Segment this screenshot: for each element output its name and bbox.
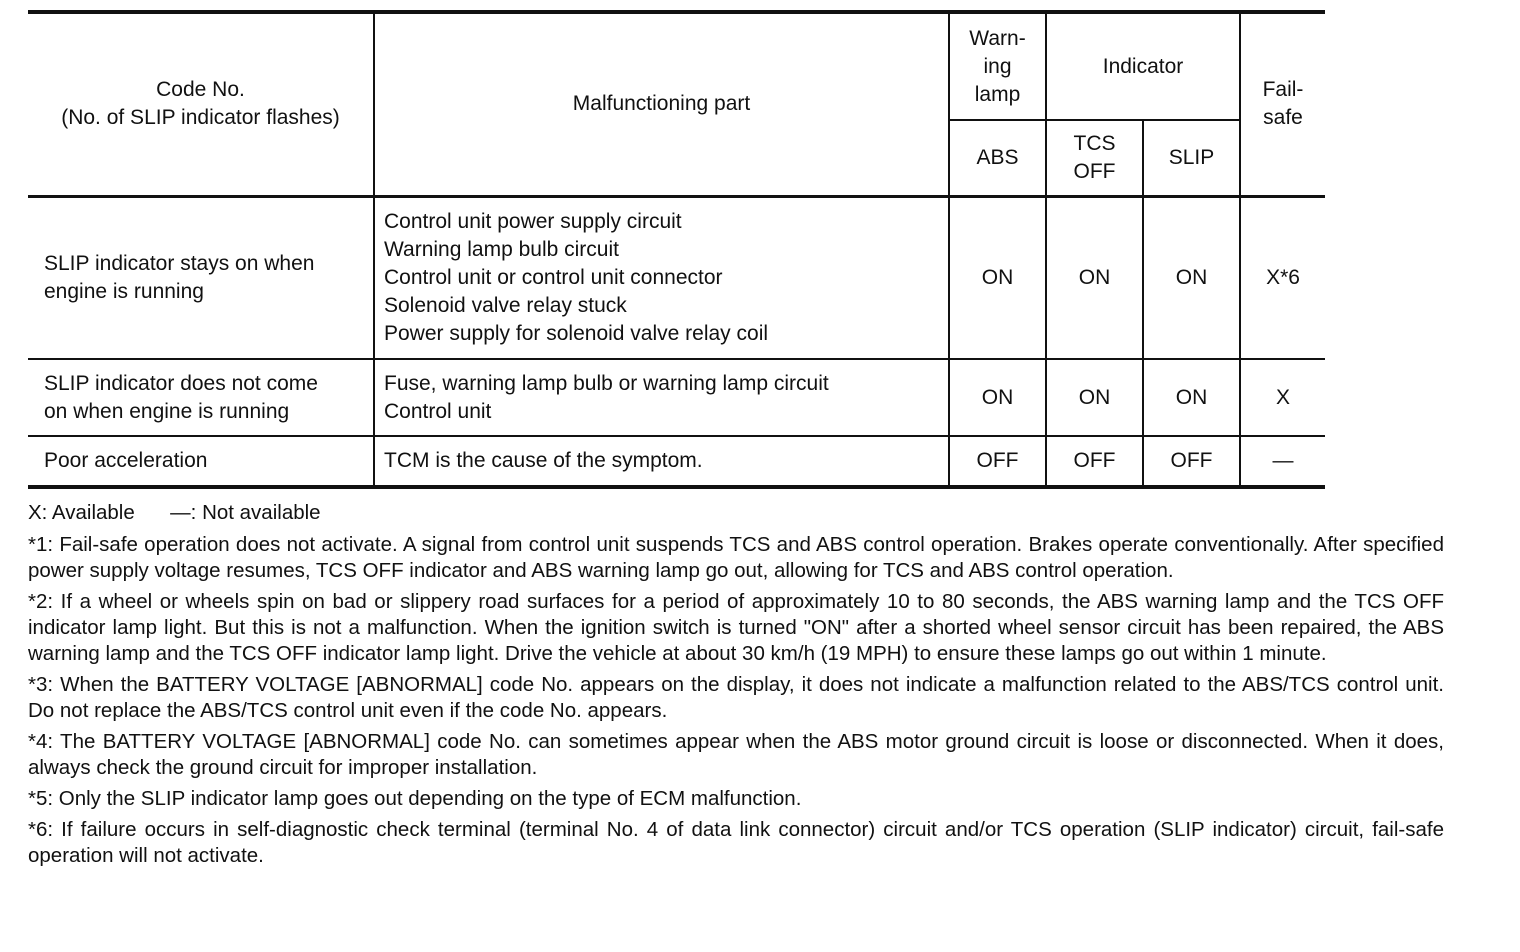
- legend: [28, 500, 1444, 528]
- table-row: [28, 436, 1325, 487]
- code-cell: Poor acceleration: [28, 436, 374, 487]
- slip-cell: OFF: [1143, 436, 1240, 487]
- header-indicator: Indicator: [1046, 12, 1240, 120]
- code-cell: SLIP indicator does not come on when engine is running: [28, 359, 374, 436]
- tcs-off-cell: ON: [1046, 196, 1143, 359]
- abs-cell: ON: [949, 359, 1046, 436]
- legend-available: X: Available: [28, 501, 135, 524]
- part-cell: Control unit power supply circuit Warning lamp bulb circuit Control unit or control unit connector Solenoid valve relay stuck Power supply for solenoid valve relay coil: [374, 196, 949, 359]
- tcs-off-cell: OFF: [1046, 436, 1143, 487]
- header-malfunctioning-part: Malfunctioning part: [374, 12, 949, 196]
- slip-cell: ON: [1143, 196, 1240, 359]
- table-header-row-1: [28, 12, 1325, 120]
- footnote-3: *3: When the BATTERY VOLTAGE [ABNORMAL] code No. appears on the display, it does not indicate a malfunction related to the ABS/TCS control unit. Do not replace the ABS/TCS control unit even if the code No. appears.: [28, 673, 1444, 722]
- fail-safe-cell: —: [1240, 436, 1325, 487]
- abs-cell: OFF: [949, 436, 1046, 487]
- footnote-6: *6: If failure occurs in self-diagnostic check terminal (terminal No. 4 of data link connector) circuit and/or TCS operation (SLIP indicator) circuit, fail-safe operation will not activate.: [28, 818, 1444, 867]
- header-tcs-off: TCS OFF: [1046, 120, 1143, 196]
- footnotes: [28, 500, 1444, 874]
- header-abs: ABS: [949, 120, 1046, 196]
- part-cell: TCM is the cause of the symptom.: [374, 436, 949, 487]
- diagnostic-table: [28, 10, 1325, 489]
- header-fail-safe: Fail- safe: [1240, 12, 1325, 196]
- header-slip: SLIP: [1143, 120, 1240, 196]
- fail-safe-cell: X*6: [1240, 196, 1325, 359]
- code-cell: SLIP indicator stays on when engine is running: [28, 196, 374, 359]
- tcs-off-cell: ON: [1046, 359, 1143, 436]
- footnote-2: *2: If a wheel or wheels spin on bad or slippery road surfaces for a period of approximately 10 to 80 seconds, the ABS warning lamp and the TCS OFF indicator lamp light. But this is not a malfunction. When the ignition switch is turned "ON" after a shorted wheel sensor circuit has been repaired, the ABS warning lamp and the TCS OFF indicator lamp light. Drive the vehicle at about 30 km/h (19 MPH) to ensure these lamps go out within 1 minute.: [28, 590, 1444, 665]
- part-cell: Fuse, warning lamp bulb or warning lamp circuit Control unit: [374, 359, 949, 436]
- footnote-4: *4: The BATTERY VOLTAGE [ABNORMAL] code No. can sometimes appear when the ABS motor ground circuit is loose or disconnected. When it does, always check the ground circuit for improper installation.: [28, 730, 1444, 779]
- legend-not-available: —: Not available: [170, 501, 321, 524]
- footnote-1: *1: Fail-safe operation does not activate. A signal from control unit suspends TCS and ABS control operation. Brakes operate conventionally. After specified power supply voltage resumes, TCS OFF indicator and ABS warning lamp go out, allowing for TCS and ABS control operation.: [28, 533, 1444, 582]
- slip-cell: ON: [1143, 359, 1240, 436]
- footnote-5: *5: Only the SLIP indicator lamp goes out depending on the type of ECM malfunction.: [28, 787, 802, 810]
- abs-cell: ON: [949, 196, 1046, 359]
- header-code-no: Code No. (No. of SLIP indicator flashes): [28, 12, 374, 196]
- header-warning-lamp: Warn- ing lamp: [949, 12, 1046, 120]
- table-row: [28, 359, 1325, 436]
- fail-safe-cell: X: [1240, 359, 1325, 436]
- table-row: [28, 196, 1325, 359]
